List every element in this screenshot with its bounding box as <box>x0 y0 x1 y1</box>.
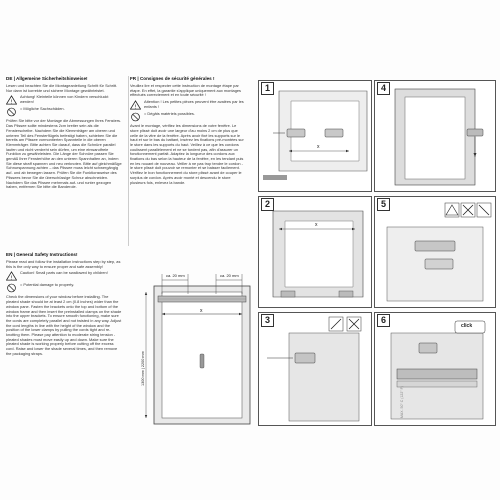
fr-intro: Veuillez lire et respecter cette instruction de montage étape par étape. En effet, la garantie s'applique uniquement aux montages effectués correctement et en toute sécurité ! <box>130 83 241 98</box>
en-intro: Please read and follow the installation instructions step by step, as this is the only way to ensure proper and safe assembly! <box>6 259 121 269</box>
click-label: click <box>461 323 473 329</box>
de-body: Prüfen Sie bitte vor der Montage die Abmessungen Ihres Fensters. Das Plissee sollte mindestens 2cm breiter sein als die Fensterscheibe. Nachdem Sie die Klemmträger am oberen und unteren Teil des Fensterflügels befestigt haben, schieben Sie die bereits am Plissee vormontierten Spannteile in die oberen Klemmträger. Bitte achten Sie darauf, dass die Schnüre parallel laufen und nicht verdreht sein dürfen, um eine einwandfreie Funktion zu gewährleisten. Die Länge der Schnüre passen Sie gemäß Ihrer Fensterhöhe an den unteren Spannhalten an, indem Sie diese straff spannen und neu verknoten. Bitte auf gleichmäßige Schnurspannung achten – das Plissee muss leicht schwergängig auf- und ab bewegen lassen. Prüfen Sie die Funktionsweise des Plissees bevor Sie die überschüssige Schnur abschneiden. Nachdem Sie das Plissee mehrmals auf- und runter gezogen haben, entfernen Sie bitte die Banderole. <box>6 118 122 190</box>
side-note: MAX. 50° C (122° F) <box>400 386 404 418</box>
fr-heading: FR | Consignes de sécurité générales ! <box>130 76 215 81</box>
width-label: x <box>200 308 203 314</box>
fr-damage-text: = Dégâts matériels possibles. <box>144 111 195 117</box>
de-section <box>6 76 122 192</box>
fr-section <box>130 76 246 187</box>
fr-warning-damage <box>130 112 246 122</box>
en-warning-text: Caution! Small parts can be swallowed by children! <box>20 270 108 276</box>
svg-text:!: ! <box>134 104 137 111</box>
de-warning-text: Achtung! Kleinteile können von Kindern verschluckt werden! <box>20 94 109 105</box>
dim-right-label: ca. 20 mm <box>220 273 239 278</box>
step-panel-4 <box>374 80 496 192</box>
step-number-2: 2 <box>261 198 274 211</box>
step-number-4: 4 <box>377 82 390 95</box>
step-number-5: 5 <box>377 198 390 211</box>
step-number-6: 6 <box>377 314 390 327</box>
step-panel-6 <box>374 312 496 426</box>
no-damage-icon <box>6 283 17 293</box>
warning-triangle-icon <box>6 271 17 281</box>
step-number-3: 3 <box>261 314 274 327</box>
step2-x-label: x <box>315 222 318 228</box>
height-label: 1300 mm | 2200 mm <box>141 351 145 386</box>
no-damage-icon <box>130 112 141 122</box>
step-panel-3 <box>258 312 372 426</box>
de-intro: Lesen und beachten Sie die Montageanleitung Schritt für Schritt. Nur dann ist korrekte und sichere Montage gewährleistet. <box>6 83 118 93</box>
step1-x-label: x <box>317 144 320 150</box>
fr-warning-text: Attention ! Les petites pièces peuvent être avalées par les enfants ! <box>144 99 244 109</box>
dim-left-label: ca. 20 mm <box>166 273 185 278</box>
fr-body: Avant le montage, vérifiez les dimensions de votre fenêtre. Le store plissé doit avoir une largeur d'au moins 2 cm de plus que celle de la vitre de la fenêtre. Après avoir fixé les supports sur le haut et sur le bas du battant, insérez les fixations pré-montées sur le store dans les supports du haut. Veillez à ce que les cordons coulissent parallèlement et ne se tordent pas, afin d'assurer un fonctionnement parfait. Adaptez la longueur des cordons aux fixations du bas selon la hauteur de la fenêtre, en les tendant puis en les nouant de nouveau. Veiller à ne pas trop tendre le cordon - le store plissé doit pouvoir se remonter et se baisser facilement. Vérifiez le bon fonctionnement du store plissé avant de couper le surplus de cordon. Après avoir monté et descendu le store plusieurs fois, enlevez la bande. <box>130 123 244 185</box>
svg-text:!: ! <box>10 275 13 282</box>
window-measurement-diagram <box>140 258 256 428</box>
en-heading: EN | General Safety Instructions! <box>6 252 78 257</box>
window-handle <box>200 354 204 368</box>
de-damage-text: = Mögliche Sachschäden. <box>20 106 65 112</box>
warning-triangle-icon <box>130 100 141 110</box>
column-divider <box>128 76 129 246</box>
en-section <box>6 252 122 359</box>
fr-warning-small-parts <box>130 100 246 110</box>
en-warning-damage <box>6 283 122 293</box>
step-panel-2 <box>258 196 372 308</box>
de-warning-small-parts <box>6 95 122 105</box>
svg-text:!: ! <box>10 99 13 106</box>
no-damage-icon <box>6 107 17 117</box>
step-number-1: 1 <box>261 82 274 95</box>
step-panel-1 <box>258 80 372 192</box>
step-panel-5 <box>374 196 496 308</box>
en-damage-text: = Potential damage to property. <box>20 282 75 288</box>
en-warning-small-parts <box>6 271 122 281</box>
warning-triangle-icon <box>6 95 17 105</box>
de-warning-damage <box>6 107 122 117</box>
de-heading: DE | Allgemeine Sicherheitshinweise! <box>6 76 88 81</box>
en-body: Check the dimensions of your window before installing. The pleated shade should be at least 2 cm (0.8 inches) wider than the window pane. Fasten the brackets onto the top and bottom of the window frame and then insert the preinstalled clamps on the shade into the upper brackets. To ensure smooth functioning, make sure the cords are completely parallel and not twisted in any way. Adjust the cord lengths in line with the height of the window and the position of the lower clamps by pulling the cords tight and re-knotting them. Please pay attention to moderate string tension - pleated shades must move easily up and down. Make sure the pleated shade is working properly before cutting off the excess cord. Raise and lower the shade several times, and then remove the packaging straps. <box>6 294 122 356</box>
